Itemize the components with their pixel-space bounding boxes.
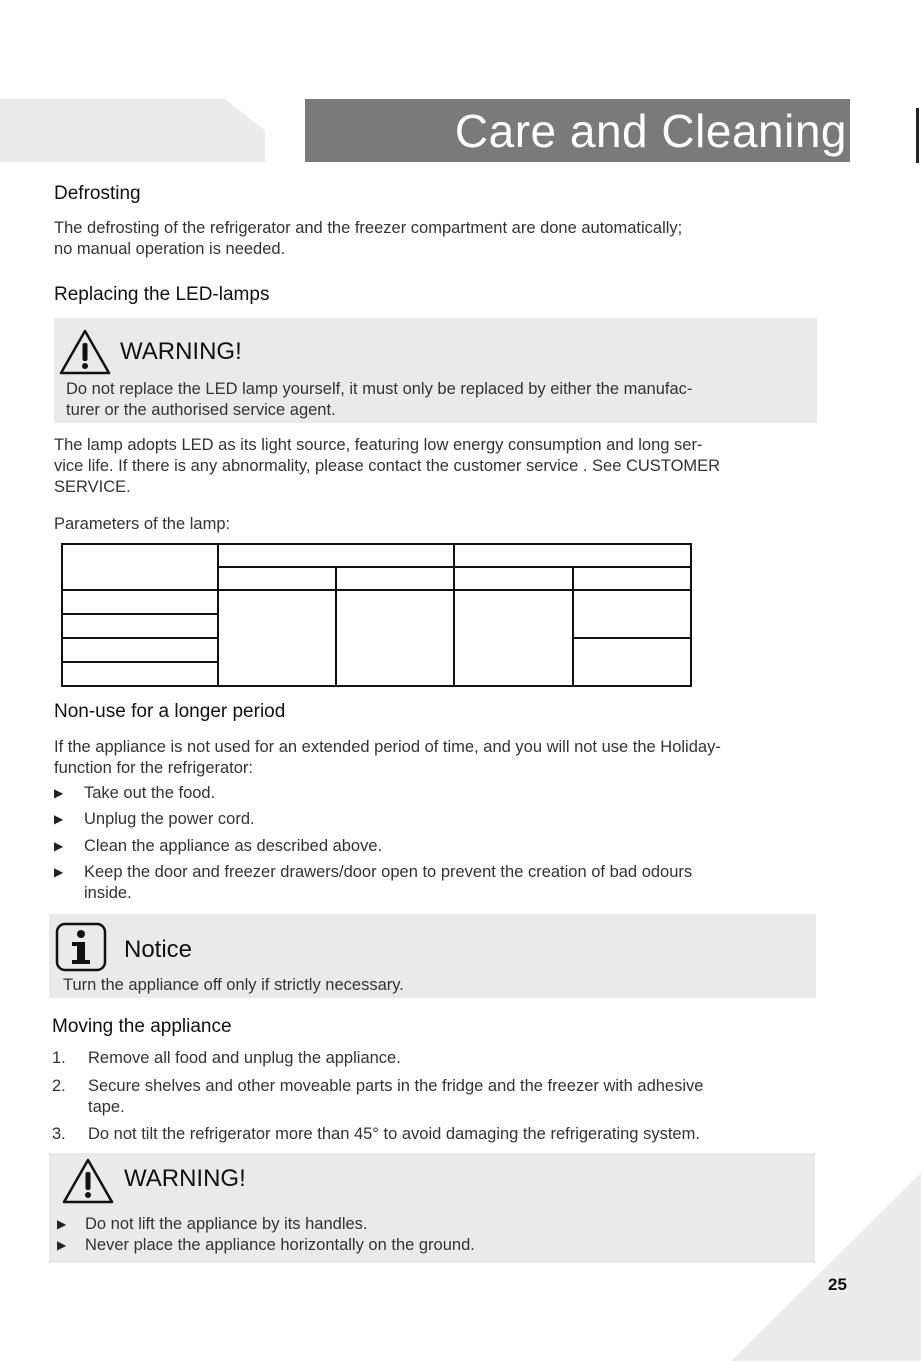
step-item — [52, 1048, 832, 1069]
list-item — [57, 1214, 797, 1235]
info-icon — [55, 922, 107, 977]
defrost-text-1: The defrosting of the refrigerator and the freezer compartment are done automatically; — [54, 219, 683, 237]
table-cell — [454, 567, 572, 590]
step-text: Secure shelves and other moveable parts in the fridge and the freezer with adhesive — [88, 1077, 704, 1095]
list-item — [57, 1235, 797, 1256]
notice-box — [49, 914, 816, 998]
table-cell — [218, 567, 336, 590]
step-text: Do not tilt the refrigerator more than 45° to avoid damaging the refrigerating system. — [88, 1125, 700, 1143]
defrost-heading: Defrosting — [54, 183, 141, 204]
notice-title: Notice — [124, 936, 193, 963]
triangle-bullet-icon: ▶ — [54, 839, 64, 853]
list-item-text: Never place the appliance horizontally on the ground. — [85, 1236, 475, 1254]
table-cell — [62, 544, 218, 590]
table-cell — [62, 662, 218, 686]
lamp-params-table — [61, 543, 692, 687]
list-item-text: Unplug the power cord. — [84, 810, 255, 828]
moving-warning-title: WARNING! — [124, 1165, 246, 1192]
triangle-bullet-icon: ▶ — [57, 1217, 67, 1231]
led-heading: Replacing the LED-lamps — [54, 284, 270, 305]
warning-triangle-icon — [61, 1157, 115, 1210]
list-item-text-cont: inside. — [84, 884, 132, 902]
table-cell — [218, 544, 454, 567]
warning-triangle-icon — [58, 328, 112, 381]
page-number: 25 — [828, 1275, 847, 1294]
list-item — [54, 783, 834, 804]
table-cell — [573, 638, 691, 686]
triangle-bullet-icon: ▶ — [57, 1238, 67, 1252]
nonuse-heading: Non-use for a longer period — [54, 701, 286, 722]
step-text: Remove all food and unplug the appliance. — [88, 1049, 401, 1067]
params-label: Parameters of the lamp: — [54, 515, 231, 533]
step-text-cont: tape. — [88, 1098, 125, 1116]
step-number: 3. — [52, 1125, 66, 1143]
led-body-3: SERVICE. — [54, 478, 131, 496]
edge-mark — [916, 108, 919, 163]
led-body-1: The lamp adopts LED as its light source, featuring low energy consumption and long ser- — [54, 436, 703, 454]
table-cell — [218, 590, 336, 686]
moving-heading: Moving the appliance — [52, 1016, 232, 1037]
table-cell — [62, 614, 218, 638]
list-item-text: Keep the door and freezer drawers/door open to prevent the creation of bad odours — [84, 863, 693, 881]
step-number: 1. — [52, 1049, 66, 1067]
table-cell — [62, 638, 218, 662]
led-warning-line-1: Do not replace the LED lamp yourself, it must only be replaced by either the manufac- — [66, 380, 693, 398]
led-body-2: vice life. If there is any abnormality, please contact the customer service . See CUSTOMER — [54, 457, 721, 475]
list-item — [54, 809, 834, 830]
step-item — [52, 1124, 832, 1145]
header-gap — [265, 99, 305, 162]
led-warning-title: WARNING! — [120, 338, 242, 365]
table-cell — [573, 567, 691, 590]
triangle-bullet-icon: ▶ — [54, 865, 64, 879]
list-item — [54, 836, 834, 857]
header-tab-shape — [0, 99, 310, 162]
led-warning-line-2: turer or the authorised service agent. — [66, 401, 336, 419]
list-item-text: Do not lift the appliance by its handles. — [85, 1215, 368, 1233]
table-cell — [454, 544, 691, 567]
moving-warning-box — [49, 1153, 815, 1263]
list-item — [54, 862, 834, 904]
page-title: Care and Cleaning — [454, 105, 847, 157]
nonuse-intro-1: If the appliance is not used for an extended period of time, and you will not use the Holiday- — [54, 738, 721, 756]
list-item-text: Take out the food. — [84, 784, 216, 802]
table-cell — [62, 590, 218, 614]
triangle-bullet-icon: ▶ — [54, 786, 64, 800]
table-cell — [336, 590, 454, 686]
nonuse-intro-2: function for the refrigerator: — [54, 759, 254, 777]
table-cell — [573, 590, 691, 638]
corner-shape — [731, 1173, 921, 1366]
table-cell — [336, 567, 454, 590]
triangle-bullet-icon: ▶ — [54, 812, 64, 826]
notice-text: Turn the appliance off only if strictly necessary. — [63, 976, 404, 994]
table-cell — [454, 590, 572, 686]
list-item-text: Clean the appliance as described above. — [84, 837, 383, 855]
defrost-text-2: no manual operation is needed. — [54, 240, 286, 258]
led-warning-box — [54, 318, 817, 423]
step-item — [52, 1076, 832, 1118]
step-number: 2. — [52, 1077, 66, 1095]
